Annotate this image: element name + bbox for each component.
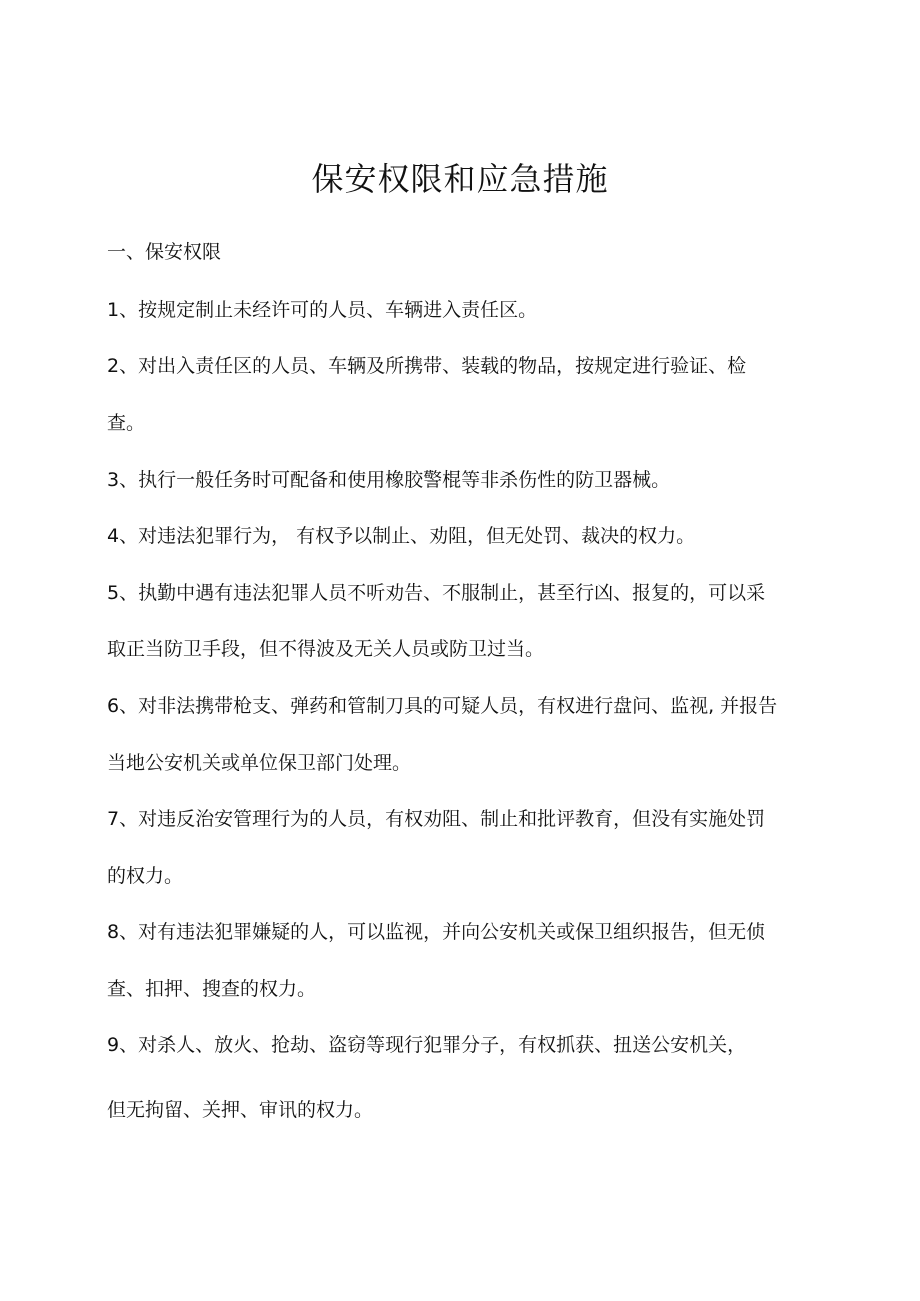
item-1-line-1: 1、按规定制止未经许可的人员、车辆进入责任区。: [107, 299, 538, 321]
item-7-line-1: 7、对违反治安管理行为的人员，有权劝阻、制止和批评教育，但没有实施处罚: [107, 808, 766, 830]
item-8-line-2: 查、扣押、搜查的权力。: [107, 978, 317, 1000]
page-title: 保安权限和应急措施: [311, 160, 609, 198]
item-8-line-1: 8、对有违法犯罪嫌疑的人，可以监视，并向公安机关或保卫组织报告，但无侦: [107, 921, 766, 943]
section-heading: 一、保安权限: [107, 241, 222, 263]
item-6-line-1: 6、对非法携带枪支、弹药和管制刀具的可疑人员，有权进行盘问、监视, 并报告: [107, 695, 778, 717]
item-7-line-2: 的权力。: [107, 865, 184, 887]
item-3-line-1: 3、执行一般任务时可配备和使用橡胶警棍等非杀伤性的防卫器械。: [107, 469, 671, 491]
item-5-line-1: 5、执勤中遇有违法犯罪人员不听劝告、不服制止，甚至行凶、报复的，可以采: [107, 582, 766, 604]
item-4-line-1: 4、对违法犯罪行为， 有权予以制止、劝阻，但无处罚、裁决的权力。: [107, 525, 696, 547]
item-2-line-2: 查。: [107, 412, 146, 434]
item-9-line-1: 9、对杀人、放火、抢劫、盗窃等现行犯罪分子，有权抓获、扭送公安机关，: [107, 1034, 747, 1056]
item-2-line-1: 2、对出入责任区的人员、车辆及所携带、装载的物品，按规定进行验证、检: [107, 355, 747, 377]
item-9-line-2: 但无拘留、关押、审讯的权力。: [107, 1099, 374, 1121]
item-6-line-2: 当地公安机关或单位保卫部门处理。: [107, 752, 412, 774]
item-5-line-2: 取正当防卫手段，但不得波及无关人员或防卫过当。: [107, 638, 545, 660]
